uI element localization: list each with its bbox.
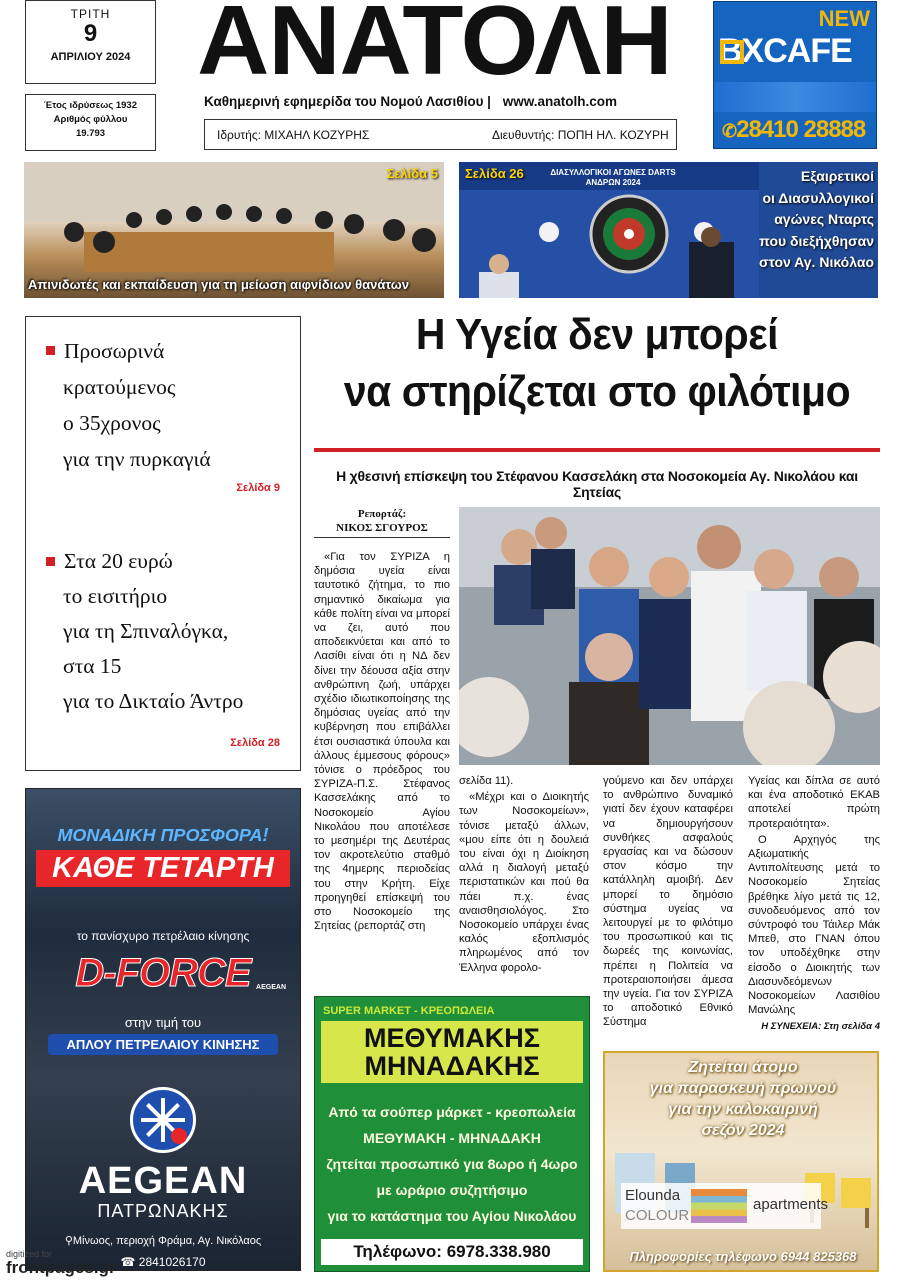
founder: Ιδρυτής: ΜΙΧΑΗΛ ΚΟΖΥΡΗΣ — [217, 128, 370, 142]
elounda-brand-2: COLOUR — [625, 1207, 690, 1224]
brief-1[interactable] — [46, 333, 211, 477]
brief-line: κρατούμενος — [63, 375, 176, 399]
headline-line-1: Η Υγεία δεν μπορεί — [415, 310, 779, 359]
byline — [314, 507, 450, 538]
page-ref-5: Σελίδα 5 — [386, 166, 438, 181]
founder-director-bar — [204, 119, 677, 150]
darts-banner: ΔΙΑΣΥΛΛΟΓΙΚΟΙ ΑΓΩΝΕΣ DARTS ΑΝΔΡΩΝ 2024 — [550, 168, 676, 187]
elounda-line: σεζόν 2024 — [701, 1122, 785, 1139]
elounda-line: για παρασκευή πρωινού — [649, 1080, 837, 1097]
price-product: ΑΠΛΟΥ ΠΕΤΡΕΛΑΙΟΥ ΚΙΝΗΣΗΣ — [48, 1034, 278, 1055]
elounda-ad[interactable] — [603, 1051, 879, 1272]
brief-2[interactable] — [46, 544, 243, 719]
subtitle-text: Καθημερινή εφημερίδα του Νομού Λασιθίου | — [204, 94, 491, 109]
top-story-2[interactable] — [459, 162, 878, 298]
article-paragraph: Ο Αρχηγός της Αξιωματικής Αντιπολίτευσης μετά το Νοσοκομείο Σητείας βρέθηκε λίγο μετά τις 12, συνοδευόμενος από τον σύντροφό του Τάιλερ Μάκ Μπεθ, στο ΓΝΑΝ όπου τον υποδέχθηκε στην είσοδο ο Διοικητής των Διασυνδεόμενων Νοσοκομείων Λασιθίου Μανώλης — [748, 833, 880, 1017]
market-name-1: ΜΕΘΥΜΑΚΗΣ — [364, 1023, 540, 1053]
issue-number: 19.793 — [75, 128, 106, 139]
watermark-line-1: digitized for — [6, 1249, 53, 1259]
new-label: NEW — [818, 6, 870, 31]
boxcafe-text: BXCAFE — [718, 32, 852, 70]
market-line: ζητείται προσωπικό για 8ωρο ή 4ωρο — [326, 1156, 578, 1172]
market-phone: Τηλέφωνο: 6978.338.980 — [321, 1239, 583, 1265]
aegean-company: AEGEAN — [78, 1160, 248, 1202]
market-line: ΜΕΘΥΜΑΚΗ - ΜΗΝΑΔΑΚΗ — [363, 1130, 541, 1146]
date-number: 9 — [83, 20, 98, 47]
brief-2-page: Σελίδα 28 — [230, 737, 280, 749]
brief-line: για την πυρκαγιά — [63, 447, 211, 471]
market-name-2: ΜΗΝΑΔΑΚΗΣ — [364, 1051, 540, 1081]
bullet-icon — [46, 346, 55, 355]
elounda-brand-3: apartments — [753, 1196, 829, 1213]
newspaper-subtitle — [204, 94, 617, 109]
article-column-4 — [748, 774, 880, 1019]
aegean-address — [26, 1234, 300, 1247]
article-paragraph: Υγείας και δίπλα σε αυτό και ένα αποδοτικό ΕΚΑΒ αποτελεί πρώτη προτεραιότητα». — [748, 775, 880, 830]
brief-1-page: Σελίδα 9 — [236, 482, 280, 494]
elounda-text — [605, 1057, 879, 1141]
main-photo — [459, 507, 880, 765]
market-body — [315, 1099, 589, 1229]
byline-label: Ρεπορτάζ: — [357, 508, 407, 520]
byline-name: ΝΙΚΟΣ ΣΓΟΥΡΟΣ — [336, 522, 428, 534]
website[interactable]: www.anatolh.com — [502, 94, 617, 109]
aegean-offer: ΜΟΝΑΔΙΚΗ ΠΡΟΣΦΟΡΑ! — [57, 825, 269, 845]
top-story-1[interactable] — [24, 162, 444, 298]
aegean-day: ΚΑΘΕ ΤΕΤΑΡΤΗ — [36, 850, 290, 887]
boxcafe-ad[interactable] — [713, 1, 877, 149]
article-paragraph: σελίδα 11). — [459, 775, 514, 787]
brief-line: για το Δικταίο Άντρο — [63, 689, 244, 713]
caption-line: που διεξήχθησαν — [759, 232, 874, 249]
founded-year: Έτος ιδρύσεως 1932 — [43, 100, 137, 111]
watermark — [6, 1249, 116, 1277]
phone-icon: ✆ — [722, 121, 737, 141]
boxcafe-phone-number: 28410 28888 — [736, 116, 866, 143]
aegean-ad[interactable] — [25, 788, 301, 1271]
aegean-diesel: το πανίσχυρο πετρέλαιο κίνησης — [76, 929, 250, 943]
issue-label: Αριθμός φύλλου — [53, 114, 128, 125]
aegean-owner: ΠΑΤΡΩΝΑΚΗΣ — [97, 1201, 229, 1221]
newspaper-title: ΑΝΑΤΟΛΗ — [197, 0, 672, 95]
headline-rule — [314, 448, 880, 452]
location-icon: ⚲ — [64, 1235, 73, 1247]
sidebar-briefs — [25, 316, 301, 771]
boxcafe-brand — [720, 32, 852, 71]
headline-line-2: να στηρίζεται στο φιλότιμο — [343, 367, 851, 416]
market-line: με ωράριο συζητήσιμο — [376, 1182, 528, 1198]
bullet-icon — [46, 557, 55, 566]
issue-box — [25, 94, 156, 151]
brief-line: ο 35χρονος — [63, 411, 161, 435]
market-ad[interactable] — [314, 996, 590, 1272]
brief-line: για τη Σπιναλόγκα, — [63, 619, 229, 643]
dforce-text: D-FORCE — [75, 951, 251, 995]
elounda-info: Πληροφορίες τηλέφωνο 6944 825368 — [629, 1249, 857, 1264]
aegean-logo-icon — [130, 1087, 196, 1153]
market-name-box — [321, 1021, 583, 1083]
day: ΤΡΙΤΗ — [70, 7, 111, 21]
elounda-brand-1: Elounda — [625, 1187, 681, 1204]
dforce-logo — [26, 951, 300, 997]
article-paragraph: «Για τον ΣΥΡΙΖΑ η δημόσια υγεία είναι ταυτοτικό ζήτημα, το πιο σημαντικό δικαίωμα για κάθε πολίτη είναι να μπορεί να ζει, αυτό που αποδεικνύεται και από το Λασίθι είναι ότι η ΝΔ δεν δίνει την δέουσα αξία στην ανθρώπινη ζωή, υπάρχει σχέδιο ιδιωτικοποίησης της δημόσιας υγείας από την κυβέρνηση που επιβάλλει έτσι ουσιαστικά ύπουλα και άλλους έμμεσους φόρους» τόνισε ο πρόεδρος του ΣΥΡΙΖΑ-Π.Σ. Στέφανος Κασσελάκης από το Νοσοκομείο Αγίου Νικολάου που αποτέλεσε το μεσημέρι της Δευτέρας τον ακροτελεύτιο σταθμό της 4ημερης περιοδείας του στην Κρήτη. Είχε προηγηθεί επίσκεψή του στο Νοσοκομείο της Σητείας (ρεπορτάζ στη — [314, 551, 451, 933]
director: Διευθυντής: ΠΟΠΗ ΗΛ. ΚΟΖΥΡΗ — [492, 128, 669, 142]
page-ref-26: Σελίδα 26 — [465, 166, 524, 181]
boxcafe-photo — [714, 82, 877, 112]
article-paragraph: γούμενο και δεν υπάρχει το ανθρώπινο δυναμικό γιατί δεν έχουν καταφέρει να δημιουργήσουν συνθήκες ασφαλούς εργασίας και να δώσουν στον κόσμο την κατάλληλη αμοιβή. Δεν μπορεί το δημόσιο σύστημα υγείας να λειτουργεί με το φιλότιμο του προσωπικού και τις δωρεές της κοινωνίας, πρέπει η Πολιτεία να προτεραιοποιήσει άμεσα την υγεία. Για τον ΣΥΡΙΖΑ το αποδοτικό Εθνικό Σύστημα — [603, 775, 733, 1029]
elounda-logo — [621, 1183, 829, 1229]
caption-line: Εξαιρετικοί — [800, 168, 874, 184]
visit-photo — [459, 507, 880, 765]
caption-line: οι Διασυλλογικοί — [762, 189, 874, 206]
brief-line: το εισιτήριο — [63, 584, 168, 608]
brief-line: Προσωρινά — [64, 339, 165, 363]
boxcafe-phone — [722, 116, 865, 144]
top-story-2-caption — [759, 166, 874, 274]
brief-line: στα 15 — [63, 654, 122, 678]
market-top: SUPER MARKET - ΚΡΕΟΠΩΛΕΙΑ — [323, 1005, 495, 1017]
main-subhead: Η χθεσινή επίσκεψη του Στέφανου Κασσελάκη στα Νοσοκομεία Αγ. Νικολάου και Σητείας — [336, 468, 858, 500]
market-line: Από τα σούπερ μάρκετ - κρεοπωλεία — [328, 1104, 576, 1120]
article-column-3 — [603, 774, 733, 1032]
top-story-1-caption: Απινιδωτές και εκπαίδευση για τη μείωση αιφνίδιων θανάτων — [28, 277, 409, 292]
caption-line: στον Αγ. Νικόλαο — [759, 254, 874, 270]
elounda-line: Ζητείται άτομο — [688, 1059, 798, 1076]
elounda-line: για την καλοκαιρινή — [668, 1101, 818, 1118]
market-line: για το κατάστημα του Αγίου Νικολάου — [327, 1208, 577, 1224]
color-stripes — [691, 1189, 747, 1223]
brief-line: Στα 20 ευρώ — [64, 549, 173, 573]
article-paragraph: «Μέχρι και ο Διοικητής των Νοσοκομείων», τόνισε μεταξύ άλλων, «μου είπε ότι η δουλειά του είναι όχι η Διοίκηση αλλά η διαλογή μεταξύ περιστατικών και πού θα πάει π.χ. ένας αναισθησιολόγος. Στο Νοσοκομείο υπάρχει ένας καλός εξοπλισμός πληρωμένος από τον Έλληνα φορολο- — [459, 791, 589, 974]
date-box — [25, 0, 156, 84]
price-label: στην τιμή του — [124, 1015, 202, 1030]
article-column-1 — [314, 550, 450, 935]
aegean-phone-number: 2841026170 — [138, 1255, 206, 1269]
address-text: Μίνωος, περιοχή Φράμα, Αγ. Νικόλαος — [72, 1235, 262, 1247]
dforce-tag: AEGEAN — [256, 984, 286, 991]
main-headline[interactable] — [334, 306, 860, 420]
article-column-2 — [459, 774, 589, 977]
phone-icon: ☎ — [120, 1255, 136, 1269]
watermark-line-2: frontpages.gr — [6, 1258, 116, 1277]
continued-link[interactable]: Η ΣΥΝΕΧΕΙΑ: Στη σελίδα 4 — [761, 1021, 880, 1032]
box-logo — [720, 40, 744, 64]
month-year: ΑΠΡΙΛΙΟΥ 2024 — [50, 51, 131, 63]
caption-line: αγώνες Νταρτς — [774, 211, 874, 227]
